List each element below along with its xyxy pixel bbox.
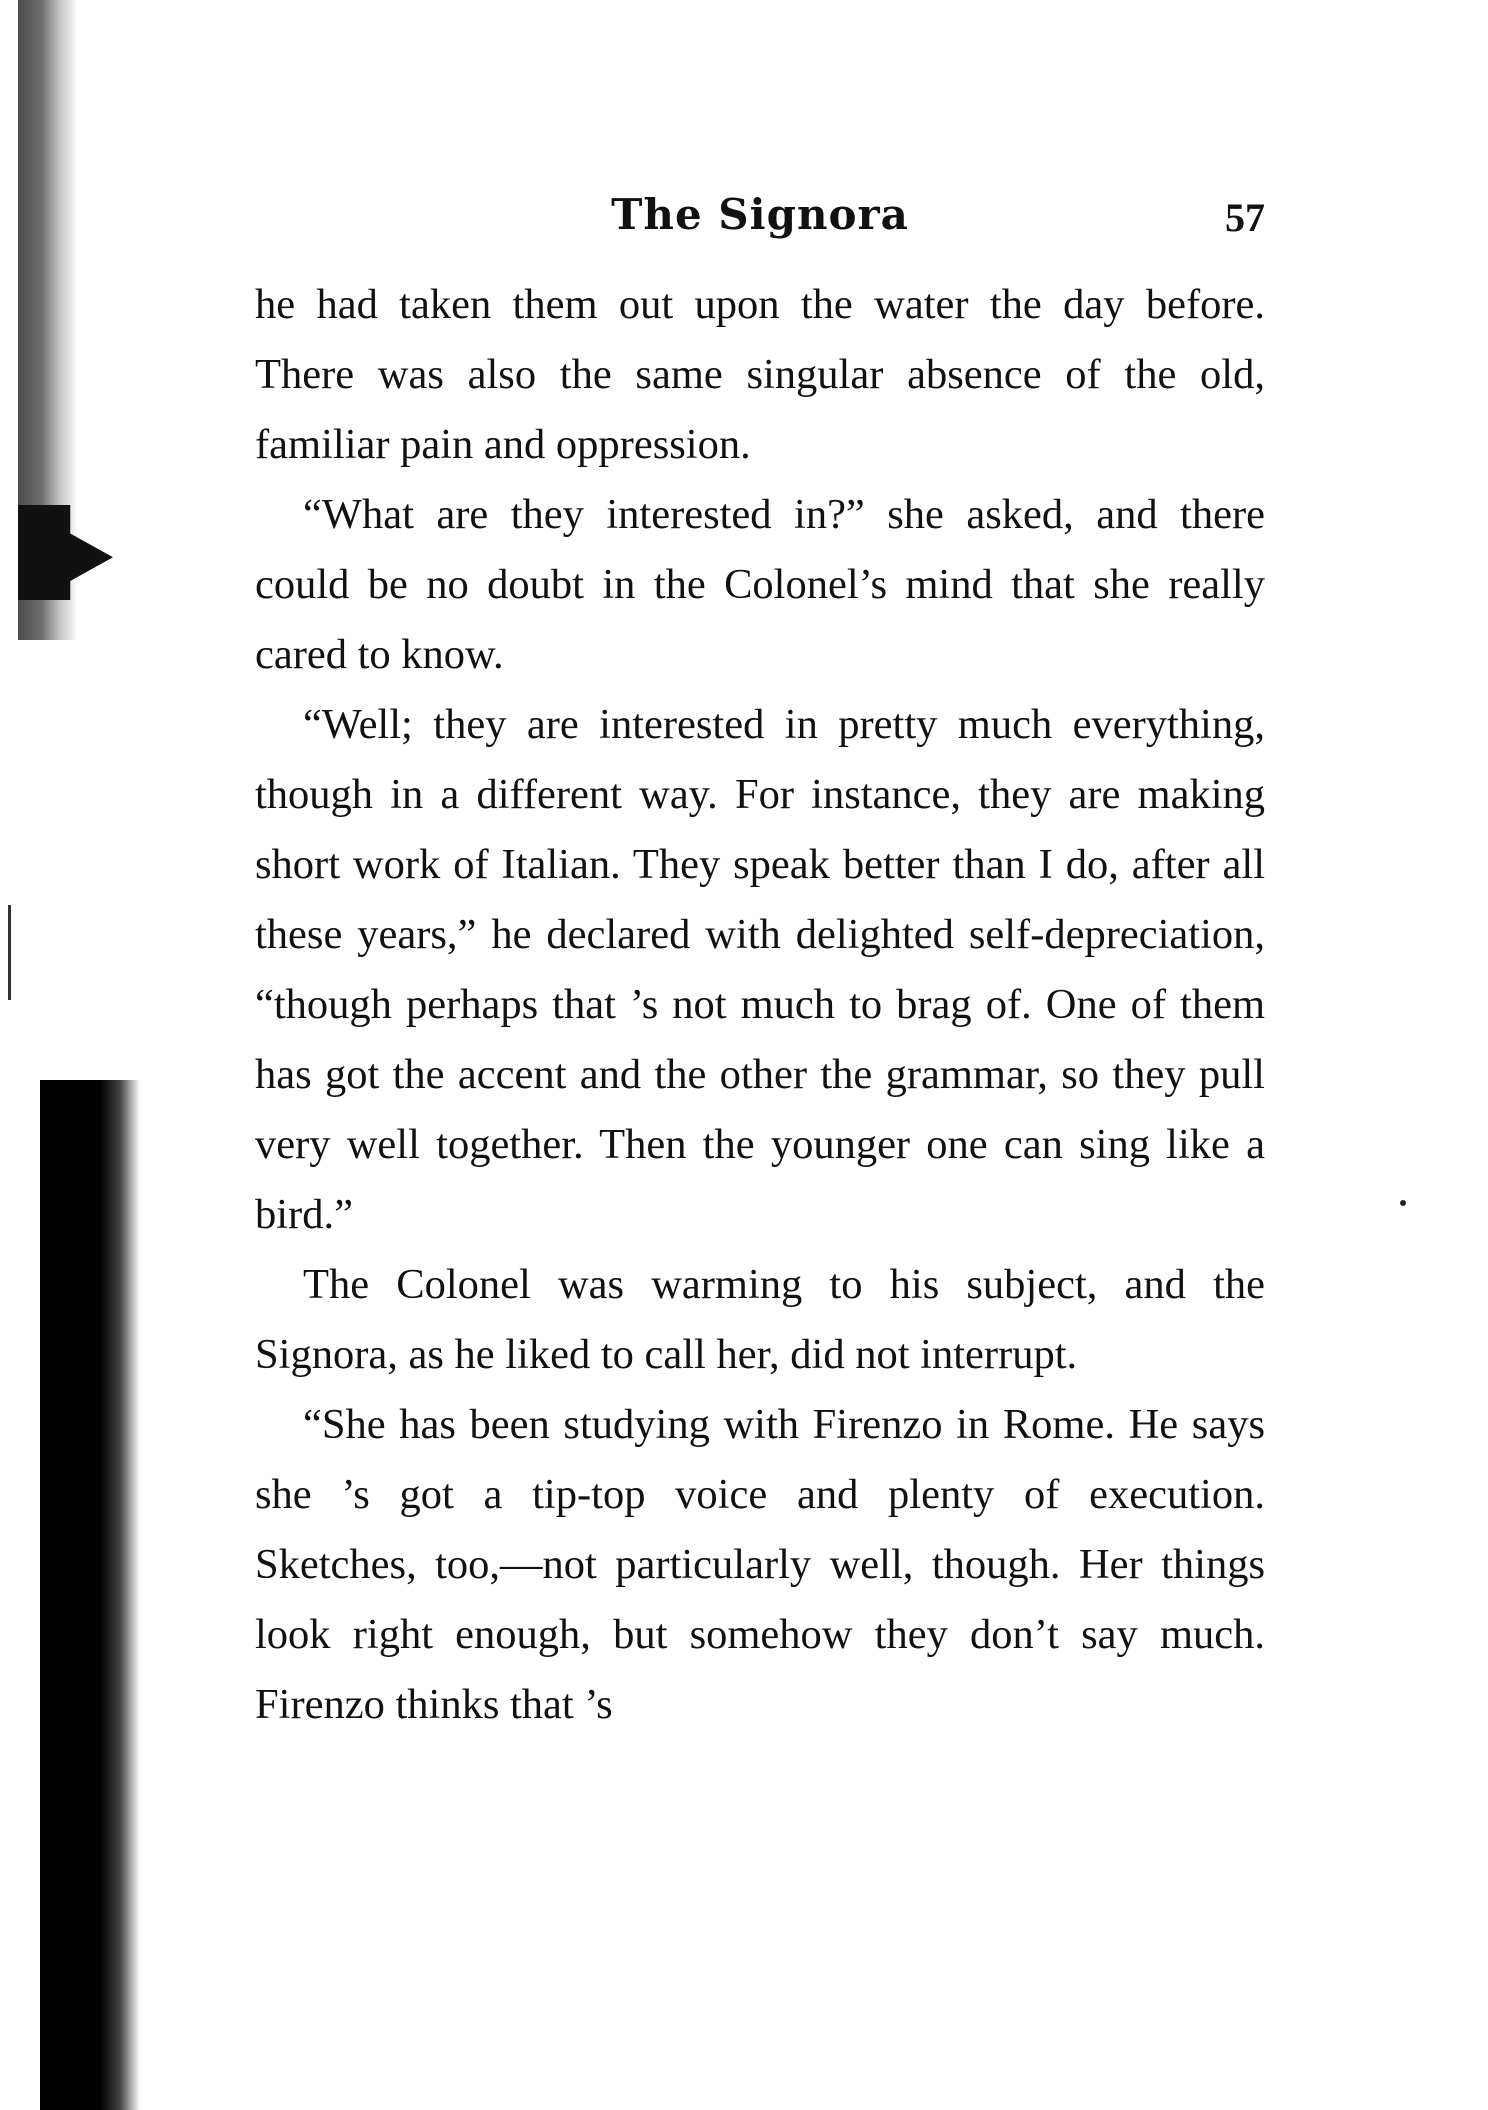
scan-shadow-lower <box>40 1080 140 2110</box>
running-head <box>255 190 1265 260</box>
scan-shadow-mark <box>18 505 113 600</box>
book-page <box>255 190 1265 1740</box>
binding-shadow <box>0 0 140 2110</box>
scan-margin-tick <box>8 905 11 1000</box>
paragraph-1: he had taken them out upon the water the day before. There was also the same singular absence of the old, familiar pain and oppression. <box>255 281 1265 468</box>
paragraph-2: “What are they interested in?” she asked, and there could be no doubt in the Colonel’s mind that she really cared to know. <box>255 491 1265 678</box>
paragraph-4: The Colonel was warming to his subject, and the Signora, as he liked to call her, did not interrupt. <box>255 1261 1265 1378</box>
page-number: 57 <box>1225 195 1265 240</box>
running-title: The Signora <box>611 190 909 239</box>
paragraph-3: “Well; they are interested in pretty much everything, though in a different way. For instance, they are making short work of Italian. They speak better than I do, after all these years,” he declared with delighted self-depreciation, “though perhaps that ’s not much to brag of. One of them has got the accent and the other the grammar, so they pull very well together. Then the younger one can sing like a bird.” <box>255 701 1265 1238</box>
body-text <box>255 270 1265 1740</box>
paragraph-5: “She has been studying with Firenzo in Rome. He says she ’s got a tip-top voice and plenty of execution. Sketches, too,—not particularly well, though. Her things look right enough, but somehow they don’t say much. Firenzo thinks that ’s <box>255 1401 1265 1728</box>
scan-dust-speck <box>1400 1200 1406 1206</box>
